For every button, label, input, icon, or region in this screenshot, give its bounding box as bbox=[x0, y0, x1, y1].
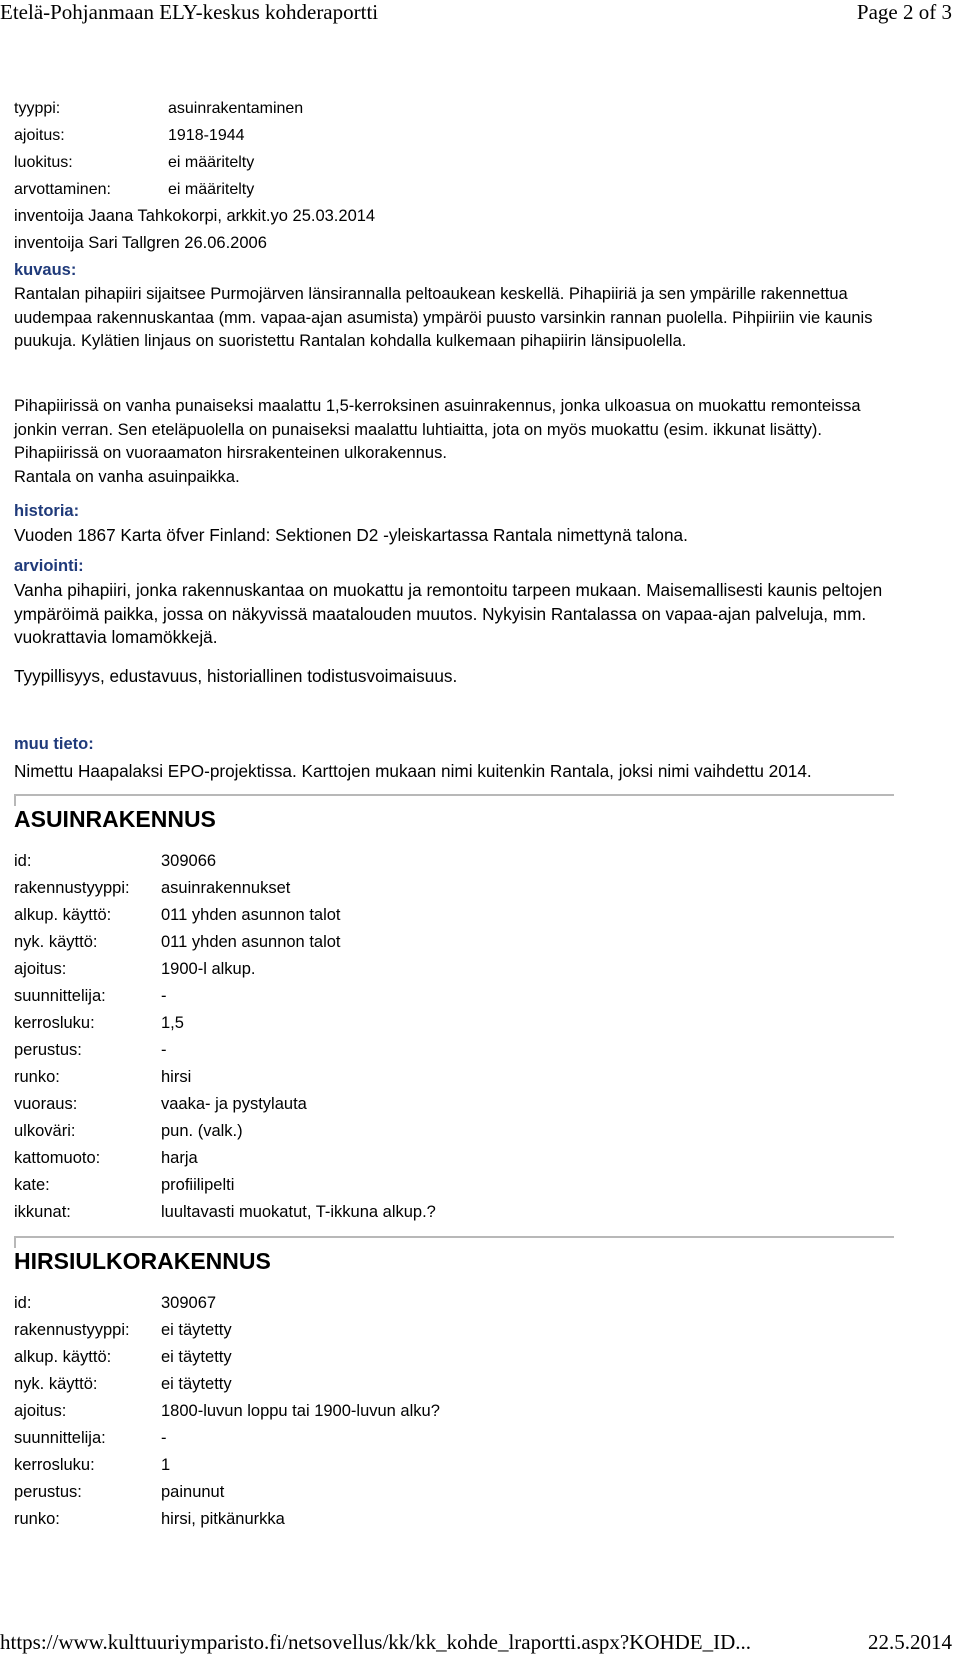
field-key: rakennustyyppi: bbox=[14, 1321, 130, 1339]
kuvaus-section bbox=[14, 395, 894, 466]
field-value: 1918-1944 bbox=[168, 127, 245, 144]
field-row bbox=[14, 95, 894, 122]
building-title: ASUINRAKENNUS bbox=[14, 806, 216, 832]
field-row bbox=[14, 1145, 894, 1172]
field-value: profiilipelti bbox=[161, 1176, 235, 1194]
report-header-title: Etelä-Pohjanmaan ELY-keskus kohderaportti bbox=[0, 0, 379, 24]
field-value: 309067 bbox=[161, 1294, 217, 1312]
field-key: suunnittelija: bbox=[14, 987, 106, 1005]
field-value: ei täytetty bbox=[161, 1375, 232, 1393]
historia-section bbox=[14, 498, 894, 525]
field-row bbox=[14, 1118, 894, 1145]
kuvaus-section bbox=[14, 283, 894, 354]
historia-text-block bbox=[14, 524, 894, 548]
field-row bbox=[14, 1506, 894, 1533]
arviointi-section bbox=[14, 553, 894, 580]
field-row bbox=[14, 929, 894, 956]
field-value: 011 yhden asunnon talot bbox=[161, 933, 341, 951]
field-value: 1,5 bbox=[161, 1014, 184, 1032]
field-value: 011 yhden asunnon talot bbox=[161, 906, 341, 924]
field-key: runko: bbox=[14, 1068, 60, 1086]
inventory-line: inventoija Jaana Tahkokorpi, arkkit.yo 25.03.2014 bbox=[14, 207, 376, 225]
building-fields bbox=[14, 848, 894, 1226]
arviointi-paragraph: Vanha pihapiiri, jonka rakennuskantaa on muokattu ja remontoitu tarpeen mukaan. Maisemallisesti kaunis peltojen ympäröimä paikka, jossa on näkyvissä maatalouden muutos. Nykyisin Rantalassa on vapaa-ajan palveluja, mm. vuokrattavia lomamökkejä. bbox=[14, 580, 883, 647]
muu-label: muu tieto: bbox=[14, 735, 94, 753]
kuvaus-section bbox=[14, 466, 894, 490]
field-value: 1 bbox=[161, 1456, 171, 1474]
muu-text: Nimettu Haapalaksi EPO-projektissa. Karttojen mukaan nimi kuitenkin Rantala, joksi nimi vaihdettu 2014. bbox=[14, 761, 812, 781]
field-row bbox=[14, 1037, 894, 1064]
field-value: asuinrakennukset bbox=[161, 879, 291, 897]
field-value: ei täytetty bbox=[161, 1348, 232, 1366]
field-row bbox=[14, 875, 894, 902]
kuvaus-label: kuvaus: bbox=[14, 261, 77, 279]
field-row bbox=[14, 1452, 894, 1479]
building-fields bbox=[14, 1290, 894, 1533]
field-value: ei määritelty bbox=[168, 154, 255, 171]
field-key: suunnittelija: bbox=[14, 1429, 106, 1447]
field-row bbox=[14, 1425, 894, 1452]
field-key: kattomuoto: bbox=[14, 1149, 101, 1167]
field-value: ei täytetty bbox=[161, 1321, 232, 1339]
field-key: tyyppi: bbox=[14, 100, 61, 117]
field-value: vaaka- ja pystylauta bbox=[161, 1095, 307, 1113]
historia-label: historia: bbox=[14, 502, 80, 520]
field-row bbox=[14, 902, 894, 929]
muu-text-block bbox=[14, 760, 894, 784]
field-value: asuinrakentaminen bbox=[168, 100, 304, 117]
field-key: ajoitus: bbox=[14, 960, 67, 978]
inventory-line: inventoija Sari Tallgren 26.06.2006 bbox=[14, 234, 267, 252]
footer-date: 22.5.2014 bbox=[868, 1630, 952, 1654]
field-key: runko: bbox=[14, 1510, 60, 1528]
historia-text: Vuoden 1867 Karta öfver Finland: Sektionen D2 -yleiskartassa Rantala nimettynä talona. bbox=[14, 525, 688, 545]
kuvaus-paragraph: Pihapiirissä on vanha punaiseksi maalattu 1,5-kerroksinen asuinrakennus, jonka ulkoasua on muokattu remonteissa jonkin verran. Sen eteläpuolella on punaiseksi maalattu luhtiaitta, jota on myös muokattu (esim. ikkunat lisätty). Pihapiirissä on vuoraamaton hirsrakenteinen ulkorakennus. bbox=[14, 397, 861, 462]
field-row bbox=[14, 848, 894, 875]
building-title: HIRSIULKORAKENNUS bbox=[14, 1248, 271, 1274]
field-key: nyk. käyttö: bbox=[14, 1375, 98, 1393]
field-value: - bbox=[161, 1041, 167, 1059]
building-section bbox=[14, 1247, 894, 1275]
arviointi-label: arviointi: bbox=[14, 557, 84, 575]
kuvaus-paragraph: Rantala on vanha asuinpaikka. bbox=[14, 468, 240, 486]
field-row bbox=[14, 1199, 894, 1226]
field-key: vuoraus: bbox=[14, 1095, 78, 1113]
field-row bbox=[14, 1290, 894, 1317]
field-value: pun. (valk.) bbox=[161, 1122, 243, 1140]
field-key: ajoitus: bbox=[14, 127, 65, 144]
field-row bbox=[14, 1344, 894, 1371]
field-key: luokitus: bbox=[14, 154, 73, 171]
field-value: hirsi bbox=[161, 1068, 192, 1086]
field-key: alkup. käyttö: bbox=[14, 1348, 112, 1366]
field-value: ei määritelty bbox=[168, 181, 255, 198]
page-number: Page 2 of 3 bbox=[856, 0, 952, 24]
arviointi-text-block bbox=[14, 665, 894, 689]
field-key: kerrosluku: bbox=[14, 1456, 95, 1474]
field-row bbox=[14, 983, 894, 1010]
arviointi-paragraph: Tyypillisyys, edustavuus, historiallinen todistusvoimaisuus. bbox=[14, 666, 458, 686]
field-key: id: bbox=[14, 1294, 32, 1312]
field-key: ulkoväri: bbox=[14, 1122, 76, 1140]
footer-url[interactable]: https://www.kulttuuriymparisto.fi/netsovellus/kk/kk_kohde_lraportti.aspx?KOHDE_ID... bbox=[0, 1630, 752, 1654]
field-value: 1800-luvun loppu tai 1900-luvun alku? bbox=[161, 1402, 440, 1420]
field-key: rakennustyyppi: bbox=[14, 879, 130, 897]
field-row bbox=[14, 1091, 894, 1118]
field-row bbox=[14, 1064, 894, 1091]
field-row bbox=[14, 1371, 894, 1398]
field-value: 309066 bbox=[161, 852, 217, 870]
field-key: ikkunat: bbox=[14, 1203, 71, 1221]
field-row bbox=[14, 1398, 894, 1425]
arviointi-text-block bbox=[14, 579, 894, 650]
field-value: hirsi, pitkänurkka bbox=[161, 1510, 285, 1528]
field-key: perustus: bbox=[14, 1483, 82, 1501]
field-value: - bbox=[161, 1429, 167, 1447]
section-divider bbox=[14, 1236, 894, 1238]
field-row bbox=[14, 956, 894, 983]
field-row bbox=[14, 176, 894, 203]
field-value: harja bbox=[161, 1149, 198, 1167]
site-fields bbox=[14, 95, 894, 284]
field-row bbox=[14, 1479, 894, 1506]
field-key: ajoitus: bbox=[14, 1402, 67, 1420]
field-key: kate: bbox=[14, 1176, 50, 1194]
field-row bbox=[14, 1172, 894, 1199]
section-divider bbox=[14, 794, 894, 796]
field-row bbox=[14, 122, 894, 149]
field-key: alkup. käyttö: bbox=[14, 906, 112, 924]
field-value: luultavasti muokatut, T-ikkuna alkup.? bbox=[161, 1203, 436, 1221]
field-key: arvottaminen: bbox=[14, 181, 111, 198]
field-value: 1900-l alkup. bbox=[161, 960, 256, 978]
field-row bbox=[14, 1317, 894, 1344]
field-key: perustus: bbox=[14, 1041, 82, 1059]
field-row bbox=[14, 149, 894, 176]
field-key: id: bbox=[14, 852, 32, 870]
field-key: nyk. käyttö: bbox=[14, 933, 98, 951]
field-value: painunut bbox=[161, 1483, 225, 1501]
muu-section bbox=[14, 731, 894, 758]
field-row bbox=[14, 1010, 894, 1037]
kuvaus-paragraph: Rantalan pihapiiri sijaitsee Purmojärven länsirannalla peltoaukean keskellä. Pihapiiriä ja sen ympärille rakennettua uudempaa rakennuskantaa (mm. vapaa-ajan asumista) ympäröi puusto varsinkin rannan puolella. Pihpiiriin vie kaunis puukuja. Kylätien linjaus on suoristettu Rantalan kohdalla kulkemaan pihapiirin länsipuolella. bbox=[14, 285, 873, 350]
field-value: - bbox=[161, 987, 167, 1005]
building-section bbox=[14, 805, 894, 833]
field-key: kerrosluku: bbox=[14, 1014, 95, 1032]
